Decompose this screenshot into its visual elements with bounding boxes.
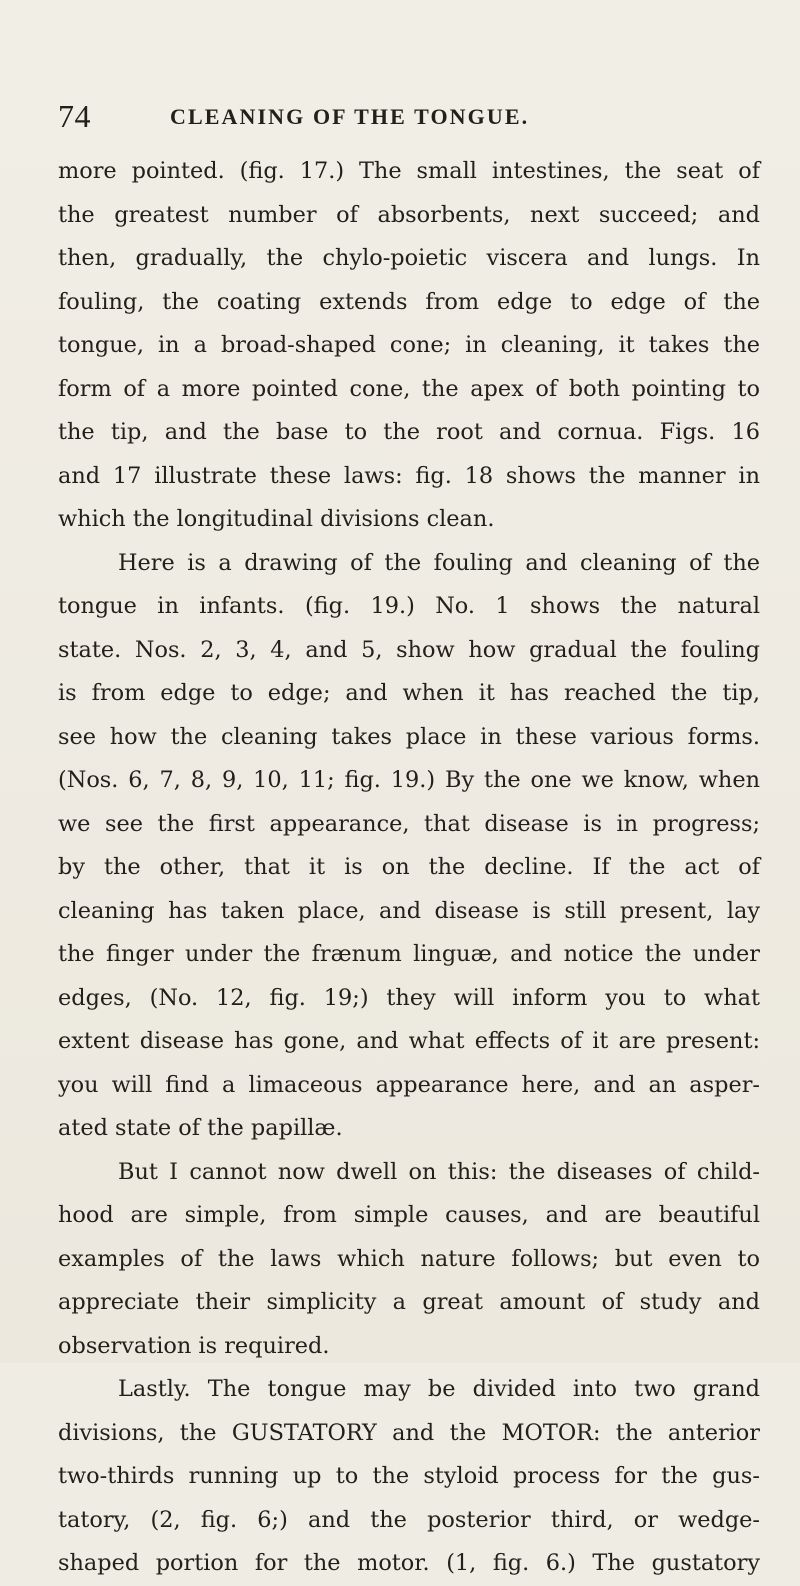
text-line: ated state of the papillæ. (58, 1115, 343, 1141)
text-line: tongue, in a broad-shaped cone; in cleaning, it takes the (58, 332, 760, 358)
body-text (58, 150, 760, 1586)
text-line: extent disease has gone, and what effects of it are present: (58, 1028, 760, 1054)
text-line: observation is required. (58, 1332, 330, 1359)
text-line: more pointed. (fig. 17.) The small intestines, the seat of (58, 158, 760, 184)
text-line: Here is a drawing of the fouling and cleaning of the (118, 549, 760, 576)
text-line: see how the cleaning takes place in these various forms. (58, 723, 760, 750)
running-head: CLEANING OF THE TONGUE. (170, 104, 530, 129)
text-line: (Nos. 6, 7, 8, 9, 10, 11; fig. 19.) By the one we know, when (58, 767, 760, 793)
text-line: divisions, the GUSTATORY and the MOTOR: the anterior (58, 1419, 760, 1446)
text-line: examples of the laws which nature follows; but even to (58, 1245, 760, 1272)
text-line: shaped portion for the motor. (1, fig. 6.) The gustatory (58, 1550, 760, 1576)
text-line: fouling, the coating extends from edge to edge of the (58, 288, 760, 315)
text-line: tongue in infants. (fig. 19.) No. 1 shows the natural (58, 593, 760, 619)
paragraph-1 (58, 150, 760, 542)
page-header (58, 98, 758, 134)
text-line: is from edge to edge; and when it has reached the tip, (58, 680, 760, 706)
text-line: which the longitudinal divisions clean. (58, 506, 495, 532)
text-line: two-thirds running up to the styloid process for the gus- (58, 1463, 760, 1489)
text-line: cleaning has taken place, and disease is still present, lay (58, 897, 760, 924)
text-line: hood are simple, from simple causes, and are beautiful (58, 1202, 760, 1228)
text-line: we see the first appearance, that disease is in progress; (58, 810, 760, 837)
text-line: tatory, (2, fig. 6;) and the posterior third, or wedge- (58, 1506, 760, 1533)
text-line: the tip, and the base to the root and cornua. Figs. 16 (58, 419, 760, 445)
text-line: and 17 illustrate these laws: fig. 18 shows the manner in (58, 462, 760, 489)
page-number: 74 (58, 98, 91, 134)
text-line: you will find a limaceous appearance here, and an asper- (58, 1071, 760, 1098)
text-line: form of a more pointed cone, the apex of both pointing to (58, 375, 760, 402)
text-line: then, gradually, the chylo-poietic viscera and lungs. In (58, 245, 760, 271)
text-line: appreciate their simplicity a great amount of study and (58, 1289, 760, 1315)
paragraph-2 (58, 542, 760, 1151)
text-line: But I cannot now dwell on this: the diseases of child- (118, 1158, 760, 1185)
text-line: Lastly. The tongue may be divided into two grand (118, 1376, 760, 1402)
text-line: the greatest number of absorbents, next succeed; and (58, 201, 760, 228)
text-line: the finger under the frænum linguæ, and notice the under (58, 941, 760, 967)
paragraph-4 (58, 1368, 760, 1586)
text-line: by the other, that it is on the decline. If the act of (58, 854, 760, 880)
text-line: state. Nos. 2, 3, 4, and 5, show how gradual the fouling (58, 636, 760, 663)
paragraph-3 (58, 1151, 760, 1369)
text-line: edges, (No. 12, fig. 19;) they will inform you to what (58, 984, 760, 1011)
